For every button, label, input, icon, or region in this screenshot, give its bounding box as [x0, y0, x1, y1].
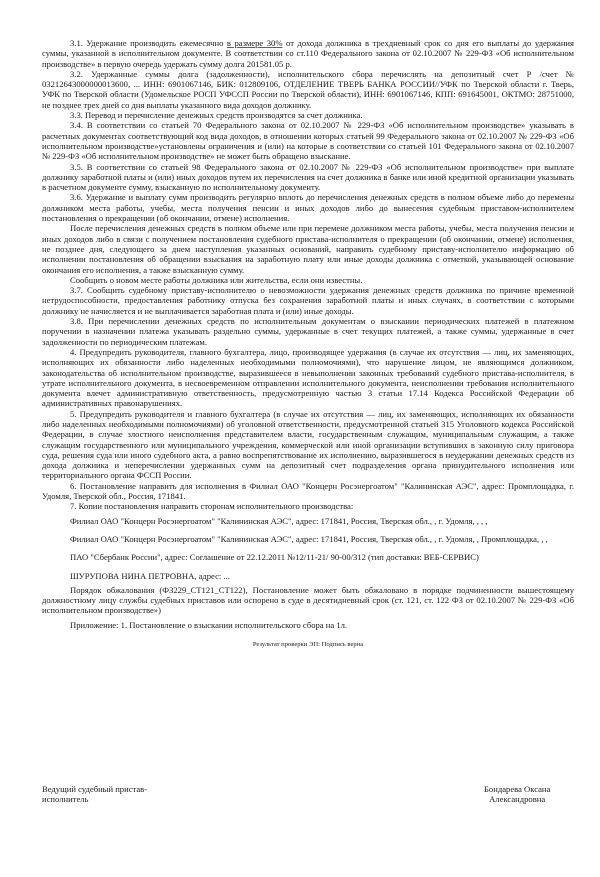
clause-3-1-underlined-rate: в размере 30%	[226, 38, 283, 48]
signer-position	[42, 784, 147, 805]
clause-3-4: 3.4. В соответствии со статьей 70 Федерального закона от 02.10.2007 № 229-ФЗ «Об исполнительном производстве» указывать в расчетных документах соответствующий код вида доходов, в отношении которых статьей 99 Федерального закона от 02.10.2007 № 229-ФЗ «Об исполнительном производстве»установлены ограничения и (или) на которые в соответствии со статьей 101 Федерального закона от 02.10.2007 № 229-ФЗ «Об исполнительном производстве» не может быть обращено взыскание.	[42, 120, 574, 162]
clause-3-7: 3.7. Сообщить судебному приставу-исполнителю о невозможности удержания денежных средств должника по причине временной нетрудоспособности, предоставления работнику отпуска без сохранения заработной платы и иных случаях, в соответствии с которыми должнику не начисляется и не выплачивается заработная плата и (или) иные доходы.	[42, 285, 574, 316]
clause-after-transfer: После перечисления денежных средств в полном объеме или при перемене должником места работы, учебы, места получения пенсии и иных доходов либо в связи с получением постановления судебного пристава-исполнителя о прекращении (об окончании, отмене) исполнения, не позднее дня, следующего за днем наступления указанных оснований, направить судебному приставу-исполнителю информацию об исполнении постановления об обращении взыскания на заработную плату или иные доходы должника с отметкой, указывающей основание окончания его исполнения, а также взысканную сумму.	[42, 223, 574, 275]
clause-3-1-text-a: 3.1. Удержание производить ежемесячно	[70, 38, 227, 48]
signer-name	[484, 784, 550, 805]
clause-3-3: 3.3. Перевод и перечисление денежных средств производятся за счет должника.	[70, 110, 363, 121]
recipient-1: Филиал ОАО "Концерн Росэнергоатом" "Калининская АЭС", адрес: 171841, Россия, Тверская обл., , г. Удомля, , , ,	[70, 515, 488, 526]
clause-3-5: 3.5. В соответствии со статьей 98 Федерального закона от 02.10.2007 № 229-ФЗ «Об исполнительном производстве» при выплате должнику заработной платы и (или) иных доходов путем их перечисления на счет должника в банке или иной кредитной организации указывать в расчетном документе сумму, взысканную по исполнительному документу.	[42, 161, 574, 193]
clause-5: 5. Предупредить руководителя и главного бухгалтера (в случае их отсутствия — лиц, их заменяющих, исполняющих их обязанности либо наделенных необходимыми полномочиями) об уголовной ответственности, предусмотренной статьей 315 Уголовного кодекса Российской Федерации, в случае злостного неисполнения представителем власти, государственным служащим, муниципальным служащим, а также служащим государственного или муниципального учреждения, коммерческой или иной организации вступивших в законную силу приговора суда, решения суда или иного судебного акта, а равно воспрепятствование их исполнению, выразившегося в неудержании денежных средств из дохода должника и неперечислении удержанных сумм на депозитный счет подразделения органа принудительного исполнения или территориального органа ФССП России.	[42, 408, 574, 481]
recipient-4: ШУРУПОВА НИНА ПЕТРОВНА, адрес: ...	[70, 570, 230, 581]
recipient-3: ПАО "Сбербанк России", адрес: Соглашение от 22.12.2011 №12/11-21/ 90-00/312 (тип доставки: ВЕБ-СЕРВИС)	[70, 552, 479, 563]
clause-7: 7. Копии постановления направить сторонам исполнительного производства:	[70, 501, 354, 512]
signer-position-line-2: исполнитель	[42, 794, 89, 805]
clause-3-1	[42, 38, 574, 69]
signer-name-line-2: Александровна	[489, 794, 546, 805]
attachment-line: Приложение: 1. Постановление о взыскании исполнительского сбора на 1л.	[70, 619, 348, 630]
signature-verification: Результат проверки ЭП: Подпись верна	[252, 641, 364, 649]
clause-3-1-text-b: от дохода должника в трехдневный срок со дня его выплаты до удержания суммы, указанной в исполнительном документе. В соответствии со ст.110 Федерального закона от 02.10.2007 № 229-ФЗ «Об исполнительном производстве» в первую очередь удержать сумму долга 201581.05 р.	[42, 38, 574, 69]
clause-4: 4. Предупредить руководителя, главного бухгалтера, лицо, производящее удержания (в случае их отсутствия — лиц, их заменяющих, исполняющих их обязанности либо наделенных необходимыми полномочиями), что нарушение лицом, не являющимся должником, законодательства об исполнительном производстве, выразившееся в невыполнении законных требований судебного пристава-исполнителя, в утрате исполнительного документа, в несвоевременном отправлении исполнительного документа, неисполнении требования исполнительного документа влечет административную ответственность, предусмотренную частью 3 статьи 17.14 Кодекса Российской Федерации об административных правонарушениях.	[42, 346, 574, 409]
appeal-procedure: Порядок обжалования (ФЗ229_СТ121_СТ122), Постановление может быть обжаловано в порядке подчиненности вышестоящему должностному лицу службы судебных приставов или оспорено в суде в десятидневный срок (ст. 121, ст. 122 ФЗ от 02.10.2007 № 229-ФЗ «Об исполнительном производстве»)	[42, 584, 574, 616]
recipient-2: Филиал ОАО "Концерн Росэнергоатом" "Калининская АЭС", адрес: 171841, Россия, Тверская обл., , г. Удомля, , Промплощадка, , ,	[70, 533, 548, 544]
clause-3-8: 3.8. При перечислении денежных средств по исполнительным документам о взыскании периодических платежей в платежном поручении в назначении платежа указывать раздельно суммы, удержанные в счет текущих платежей, а также суммы, удержанные в счет задолженности по периодическим платежам.	[42, 316, 574, 347]
signer-name-line-1: Бондарева Оксана	[484, 784, 551, 794]
clause-3-2: 3.2. Удержанные суммы долга (задолженности), исполнительского сбора перечислять на депозитный счет Р /счет № 03212643000000013600, ... ИНН: 6901067146, БИК: 012809106, ОТДЕЛЕНИЕ ТВЕРЬ БАНКА РОССИИ//УФК по Тверской области г. Тверь, УФК по Тверской области (Удомельское РОСП УФССП России по Тверской области), ИНН: 6901067146, КПП: 691645001, ОКТМО: 28751000, не позднее трех дней со дня выплаты указанного вида доходов должнику.	[42, 68, 574, 110]
signer-position-line-1: Ведущий судебный пристав-	[42, 784, 148, 794]
clause-notify: Сообщить о новом месте работы должника или жительства, если они известны.	[70, 274, 363, 285]
clause-6: 6. Постановление направить для исполнения в Филиал ОАО "Концерн Росэнергоатом" "Калининская АЭС", адрес: Промплощадка, г. Удомля, Тверской обл., Россия, 171841.	[42, 480, 574, 502]
clause-3-6: 3.6. Удержание и выплату сумм производить регулярно вплоть до перечисления денежных средств в полном объеме либо до перемены должником места работы, учебы, места получения пенсии и иных доходов либо до вынесения судебным приставом-исполнителем постановления о прекращении (об окончании, отмене) исполнения.	[42, 192, 574, 224]
